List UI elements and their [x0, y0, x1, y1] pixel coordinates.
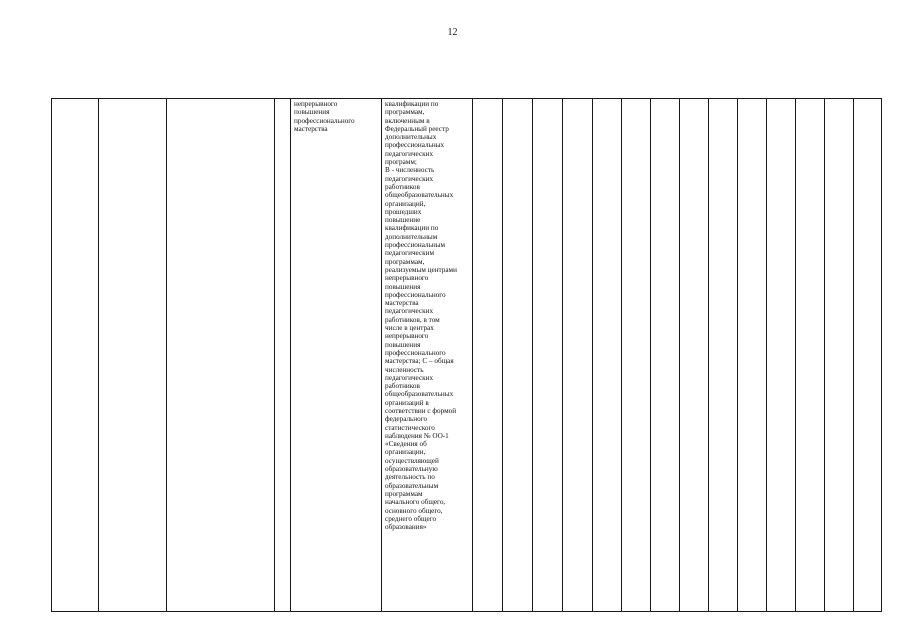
table-cell — [473, 99, 503, 612]
table-cell — [167, 99, 275, 612]
table-cell — [593, 99, 622, 612]
table-cell — [680, 99, 709, 612]
table-cell — [99, 99, 167, 612]
data-table — [51, 98, 882, 612]
table-cell — [767, 99, 796, 612]
table-cell — [651, 99, 680, 612]
table-cell — [709, 99, 738, 612]
table-cell — [275, 99, 291, 612]
table-cell — [854, 99, 882, 612]
table-cell — [738, 99, 767, 612]
table-cell — [533, 99, 563, 612]
table-cell — [52, 99, 99, 612]
table-cell — [825, 99, 854, 612]
table-cell — [796, 99, 825, 612]
table-cell — [503, 99, 533, 612]
table-cell — [563, 99, 593, 612]
table-cell — [382, 99, 473, 612]
table-row — [52, 99, 882, 612]
table-cell — [622, 99, 651, 612]
calculation-method-text: квалификации по программам, включенным в Федеральный реестр дополнительных профессиональных педагогических программ; В - численность педагогических работников общеобразовательных организаций, прошедших повышение квалификации по дополнительным профессиональным педагогическим программам, реализуемым центрами непрерывного повышения профессионального мастерства педагогических работников, в том числе в центрах непрерывного повышения профессионального мастерства; С – общая численность педагогических работников общеобразовательных организаций в соответствии с формой федерального статистического наблюдения № ОО-1 «Сведения об организации, осуществляющей образовательную деятельность по образовательным программам начального общего, основного общего, среднего общего образования» — [385, 100, 457, 532]
page-number: 12 — [447, 27, 458, 38]
table-cell — [291, 99, 382, 612]
indicator-name-text: непрерывного повышения профессионального мастерства — [294, 100, 355, 133]
